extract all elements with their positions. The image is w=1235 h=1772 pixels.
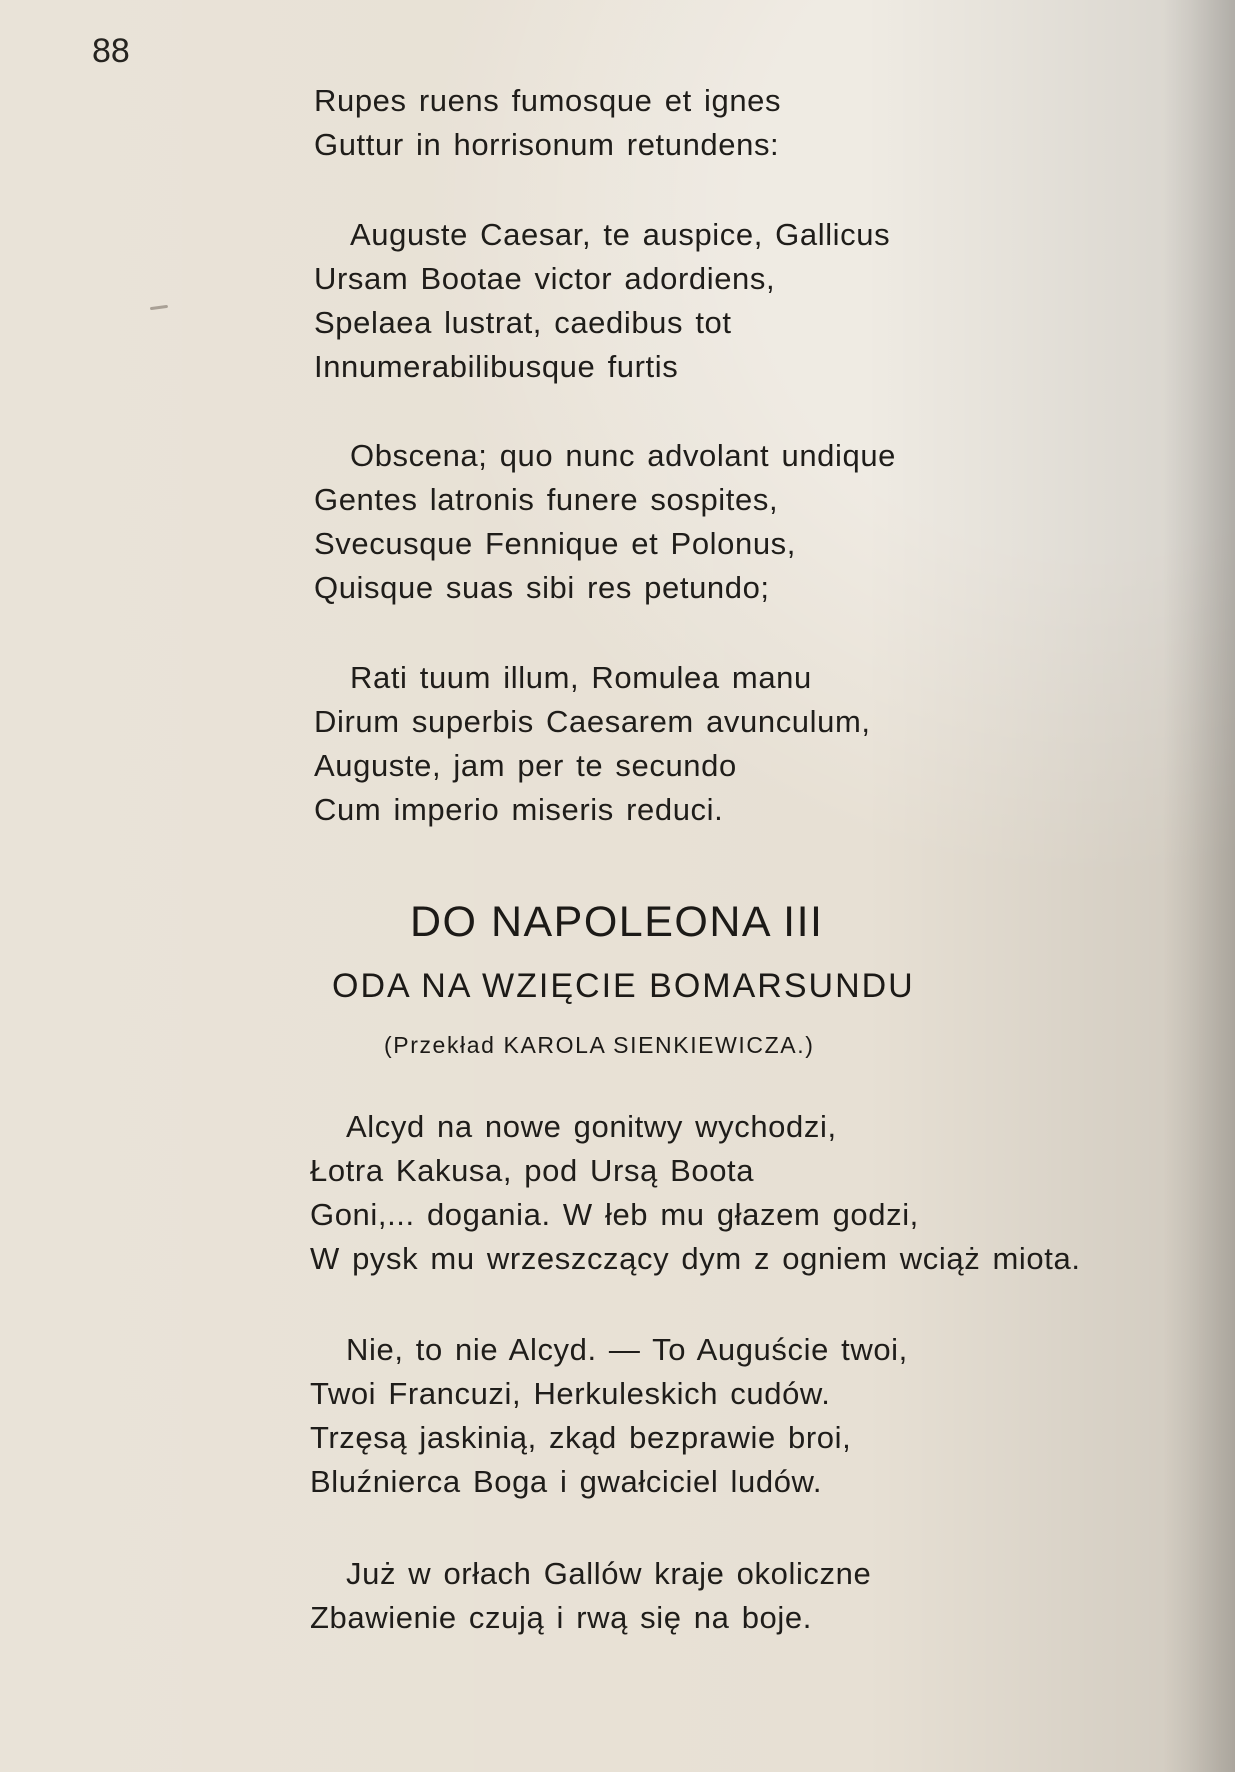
- page-number: 88: [92, 32, 130, 70]
- poem-line: Auguste Caesar, te auspice, Gallicus: [350, 217, 891, 252]
- poem-line: Goni,... dogania. W łeb mu głazem godzi,: [310, 1197, 919, 1232]
- poem-line: Cum imperio miseris reduci.: [314, 792, 724, 827]
- poem-subtitle: ODA NA WZIĘCIE BOMARSUNDU: [332, 967, 915, 1005]
- page-edge-shadow: [1163, 0, 1235, 1772]
- translator-note: (Przekład KAROLA SIENKIEWICZA.): [384, 1032, 815, 1058]
- poem-line: Łotra Kakusa, pod Ursą Boota: [310, 1153, 755, 1188]
- poem-line: Auguste, jam per te secundo: [314, 748, 737, 783]
- poem-line: Quisque suas sibi res petundo;: [314, 570, 770, 605]
- stanza-6: [310, 1328, 1030, 1504]
- poem-line: Dirum superbis Caesarem avunculum,: [314, 704, 871, 739]
- poem-line: Ursam Bootae victor adordiens,: [314, 261, 776, 296]
- poem-line: Obscena; quo nunc advolant undique: [350, 438, 897, 473]
- poem-line: Guttur in horrisonum retundens:: [314, 127, 780, 162]
- poem-line: Innumerabilibusque furtis: [314, 349, 679, 384]
- poem-line: Nie, to nie Alcyd. — To Auguście twoi,: [346, 1332, 908, 1367]
- poem-line: Zbawienie czują i rwą się na boje.: [310, 1600, 812, 1635]
- poem-line: Spelaea lustrat, caedibus tot: [314, 305, 732, 340]
- stanza-5: [310, 1105, 1081, 1281]
- poem-line: Alcyd na nowe gonitwy wychodzi,: [346, 1109, 837, 1144]
- poem-line: W pysk mu wrzeszczący dym z ogniem wciąż miota.: [310, 1241, 1081, 1276]
- stanza-7: [310, 1552, 1030, 1640]
- stanza-1: [314, 79, 1034, 167]
- poem-line: Bluźnierca Boga i gwałciciel ludów.: [310, 1464, 823, 1499]
- stanza-2: [314, 213, 1034, 389]
- poem-line: Rupes ruens fumosque et ignes: [314, 83, 782, 118]
- poem-line: Twoi Francuzi, Herkuleskich cudów.: [310, 1376, 831, 1411]
- poem-title: DO NAPOLEONA III: [410, 898, 824, 946]
- poem-line: Svecusque Fennique et Polonus,: [314, 526, 796, 561]
- stanza-4: [314, 656, 1034, 832]
- poem-line: Trzęsą jaskinią, zkąd bezprawie broi,: [310, 1420, 852, 1455]
- poem-line: Już w orłach Gallów kraje okoliczne: [346, 1556, 872, 1591]
- paper-speck: [150, 305, 168, 310]
- poem-line: Gentes latronis funere sospites,: [314, 482, 779, 517]
- stanza-3: [314, 434, 1034, 610]
- poem-line: Rati tuum illum, Romulea manu: [350, 660, 812, 695]
